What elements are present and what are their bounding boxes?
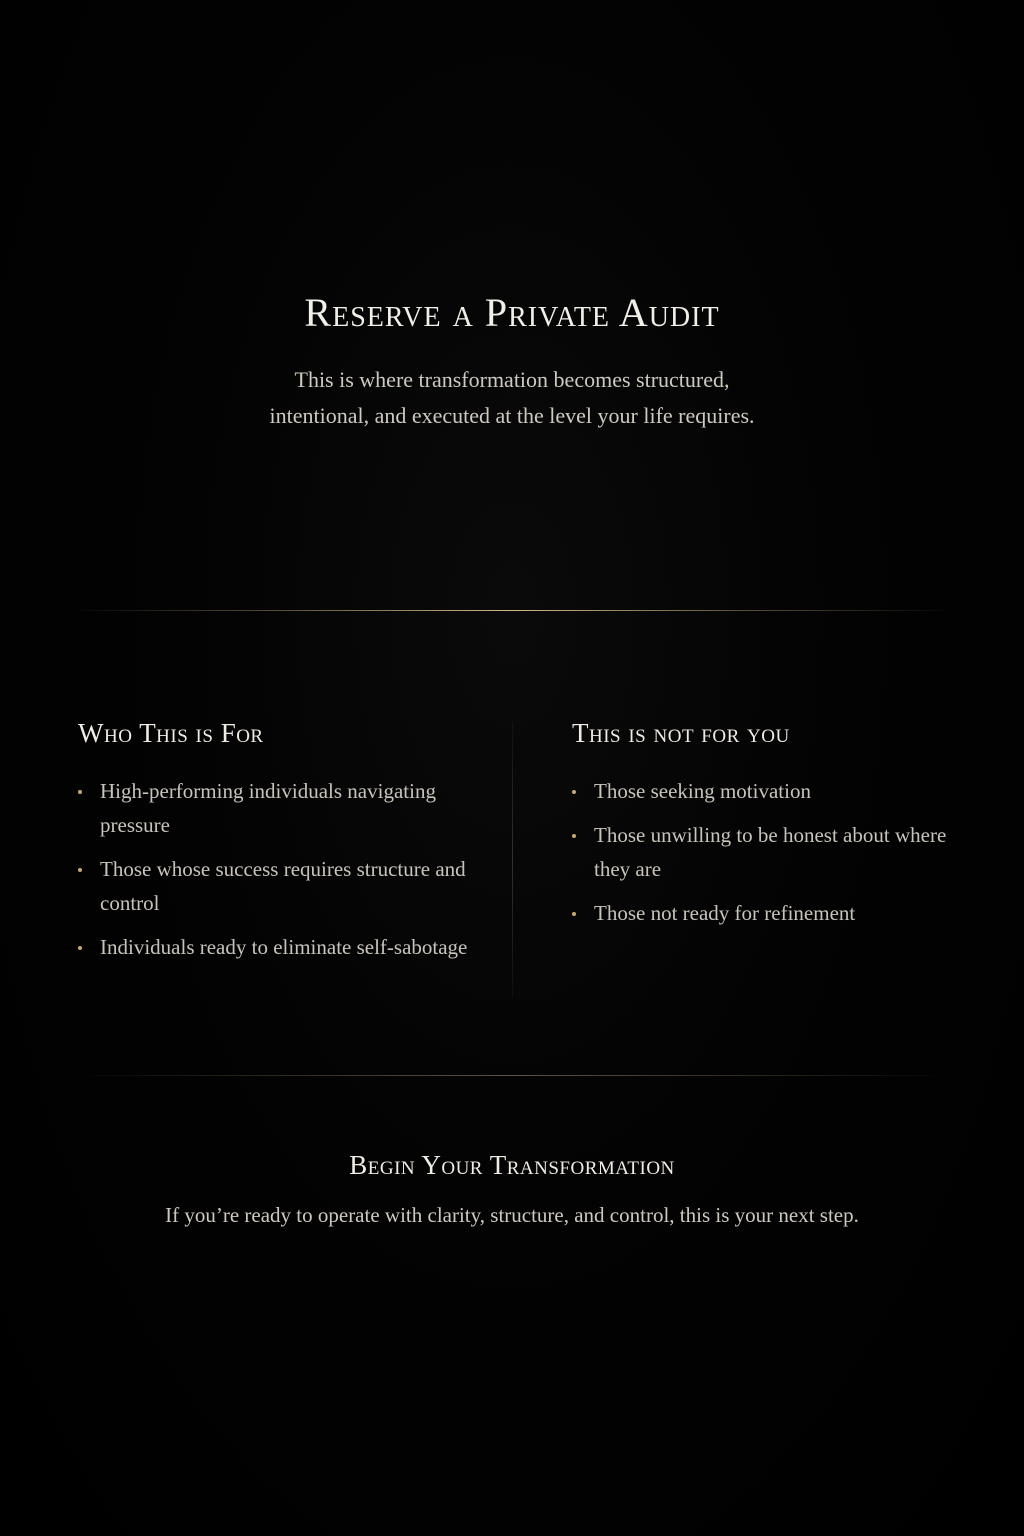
hero-subtitle-line-1: This is where transformation becomes structured,: [294, 367, 730, 392]
not-for-heading: This is not for you: [572, 718, 790, 748]
cta-text: If you’re ready to operate with clarity, structure, and control, this is your next step.: [165, 1203, 859, 1227]
list-item: High-performing individuals navigating pressure: [78, 774, 478, 842]
bullet-dot-icon: [78, 946, 82, 950]
bullet-dot-icon: [572, 790, 576, 794]
list-item: Individuals ready to eliminate self-sabotage: [78, 930, 478, 964]
not-for-column: [572, 716, 962, 940]
who-for-heading: Who This is For: [78, 718, 264, 748]
top-divider: [70, 610, 954, 611]
list-item: Those seeking motivation: [572, 774, 962, 808]
cta-section: [0, 1148, 1024, 1230]
bottom-divider: [70, 1075, 954, 1076]
hero-subtitle: [202, 362, 822, 434]
who-for-list: [78, 774, 478, 964]
column-divider: [512, 722, 513, 998]
who-for-column: [78, 716, 478, 974]
bullet-dot-icon: [78, 868, 82, 872]
hero-section: [0, 290, 1024, 434]
not-for-list: [572, 774, 962, 930]
list-item: Those unwilling to be honest about where they are: [572, 818, 962, 886]
cta-heading: Begin Your Transformation: [349, 1150, 675, 1180]
list-item: Those whose success requires structure and control: [78, 852, 478, 920]
bullet-dot-icon: [572, 834, 576, 838]
bullet-dot-icon: [572, 912, 576, 916]
hero-subtitle-line-2: intentional, and executed at the level your life requires.: [269, 403, 755, 428]
bullet-dot-icon: [78, 790, 82, 794]
list-item: Those not ready for refinement: [572, 896, 962, 930]
page-title: Reserve a Private Audit: [304, 290, 720, 335]
